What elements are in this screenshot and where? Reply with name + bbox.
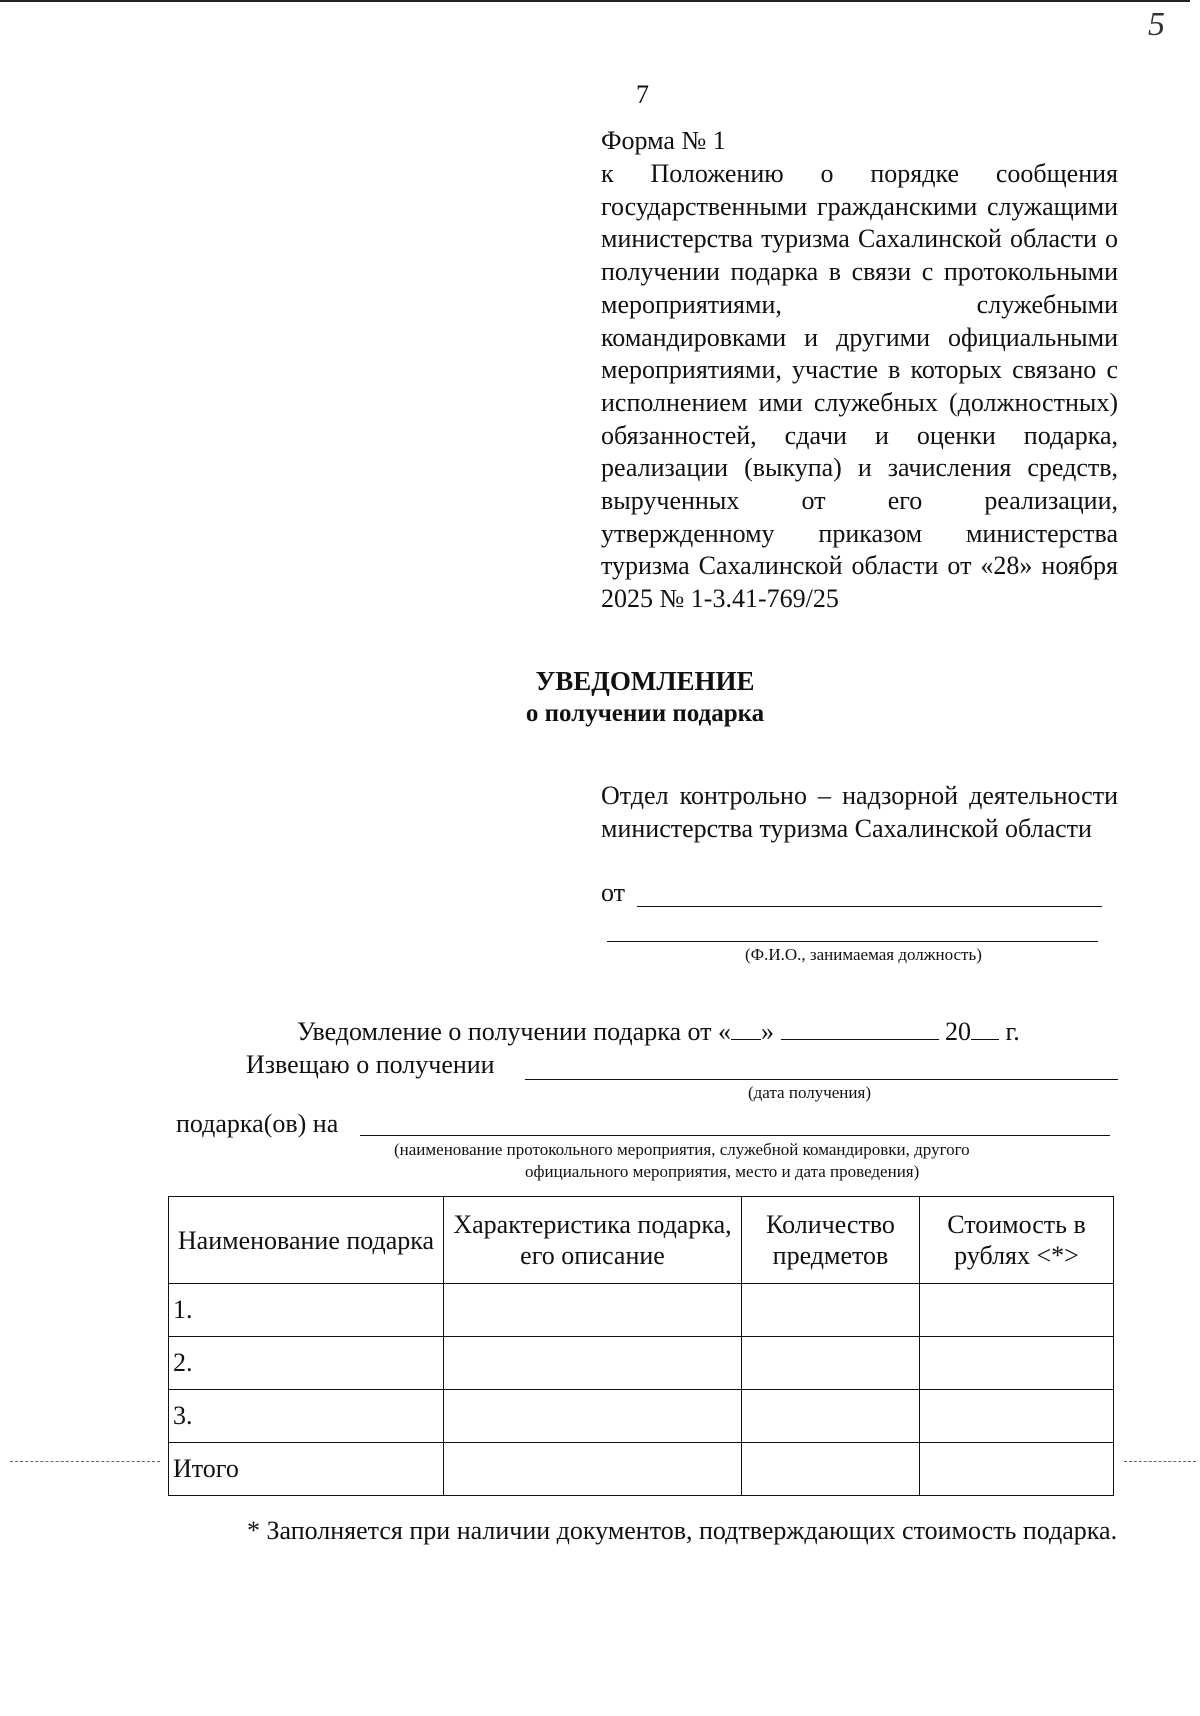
table-cell[interactable] [742, 1284, 920, 1337]
table-row [169, 1337, 1114, 1390]
day-fill-line[interactable] [731, 1038, 761, 1040]
table-cell[interactable] [742, 1390, 920, 1443]
event-fill-line[interactable] [360, 1135, 1110, 1136]
row-number-1: 1. [169, 1284, 444, 1337]
table-header-row [169, 1197, 1114, 1284]
document-title: УВЕДОМЛЕНИЕ [535, 666, 755, 696]
table-cell[interactable] [920, 1443, 1114, 1496]
notice-date-prefix: Уведомление о получении подарка от « [297, 1017, 732, 1046]
table-cell[interactable] [920, 1337, 1114, 1390]
event-caption-line-2: официального мероприятия, место и дата проведения) [525, 1162, 920, 1181]
position-fill-line[interactable] [607, 941, 1098, 942]
form-label: Форма № 1 [601, 126, 726, 155]
year-fill-line[interactable] [971, 1038, 999, 1040]
scan-artifact-right [1124, 1461, 1196, 1462]
from-fill-line[interactable] [637, 906, 1102, 907]
row-total-label: Итого [169, 1443, 444, 1496]
header-cost: Стоимость в рублях <*> [920, 1197, 1114, 1284]
year-suffix: г. [1005, 1017, 1020, 1046]
table-cell[interactable] [444, 1443, 742, 1496]
table-row [169, 1284, 1114, 1337]
header-gift-name: Наименование подарка [169, 1197, 444, 1284]
table-cell[interactable] [742, 1443, 920, 1496]
table-row [169, 1390, 1114, 1443]
report-label: Извещаю о получении [246, 1050, 495, 1079]
receipt-date-fill-line[interactable] [525, 1079, 1118, 1080]
table-cell[interactable] [444, 1390, 742, 1443]
month-fill-line[interactable] [781, 1038, 939, 1040]
notice-date-mid: » [761, 1017, 775, 1046]
scan-artifact-left [10, 1461, 160, 1462]
footnote: * Заполняется при наличии документов, подтверждающих стоимость подарка. [247, 1516, 1118, 1545]
table-total-row [169, 1443, 1114, 1496]
addressee-department: Отдел контрольно – надзорной деятельности министерства туризма Сахалинской области [601, 781, 1118, 843]
header-gift-description: Характеристика подарка, его описание [444, 1197, 742, 1284]
table-cell[interactable] [444, 1284, 742, 1337]
year-prefix: 20 [945, 1017, 972, 1046]
table-cell[interactable] [444, 1337, 742, 1390]
table-cell[interactable] [920, 1390, 1114, 1443]
handwritten-page-mark: 5 [1148, 6, 1165, 43]
gift-table [168, 1196, 1114, 1496]
row-number-2: 2. [169, 1337, 444, 1390]
header-item-count: Количество предметов [742, 1197, 920, 1284]
table-cell[interactable] [742, 1337, 920, 1390]
document-subtitle: о получении подарка [525, 700, 765, 727]
approval-reference: к Положению о порядке сообщения государственными гражданскими служащими министерства туризма Сахалинской области о получении подарка в связи с протокольными мероприятиями, служебными командировками и другими официальными мероприятиями, участие в которых связано с исполнением ими служебных (должностных) обязанностей, сдачи и оценки подарка, реализации (выкупа) и зачисления средств, вырученных от его реализации, утвержденному приказом министерства туризма Сахалинской области от «28» ноября 2025 № 1-3.41-769/25 [601, 159, 1118, 614]
page-number: 7 [636, 80, 649, 109]
table-cell[interactable] [920, 1284, 1114, 1337]
row-number-3: 3. [169, 1390, 444, 1443]
gift-on-label: подарка(ов) на [176, 1109, 339, 1138]
from-label: от [601, 878, 626, 907]
top-border-line [0, 0, 1190, 2]
fio-caption: (Ф.И.О., занимаемая должность) [745, 945, 982, 964]
receipt-date-caption: (дата получения) [748, 1083, 871, 1102]
notice-date-line [297, 1017, 1020, 1047]
event-caption-line-1: (наименование протокольного мероприятия, служебной командировки, другого [394, 1140, 970, 1159]
